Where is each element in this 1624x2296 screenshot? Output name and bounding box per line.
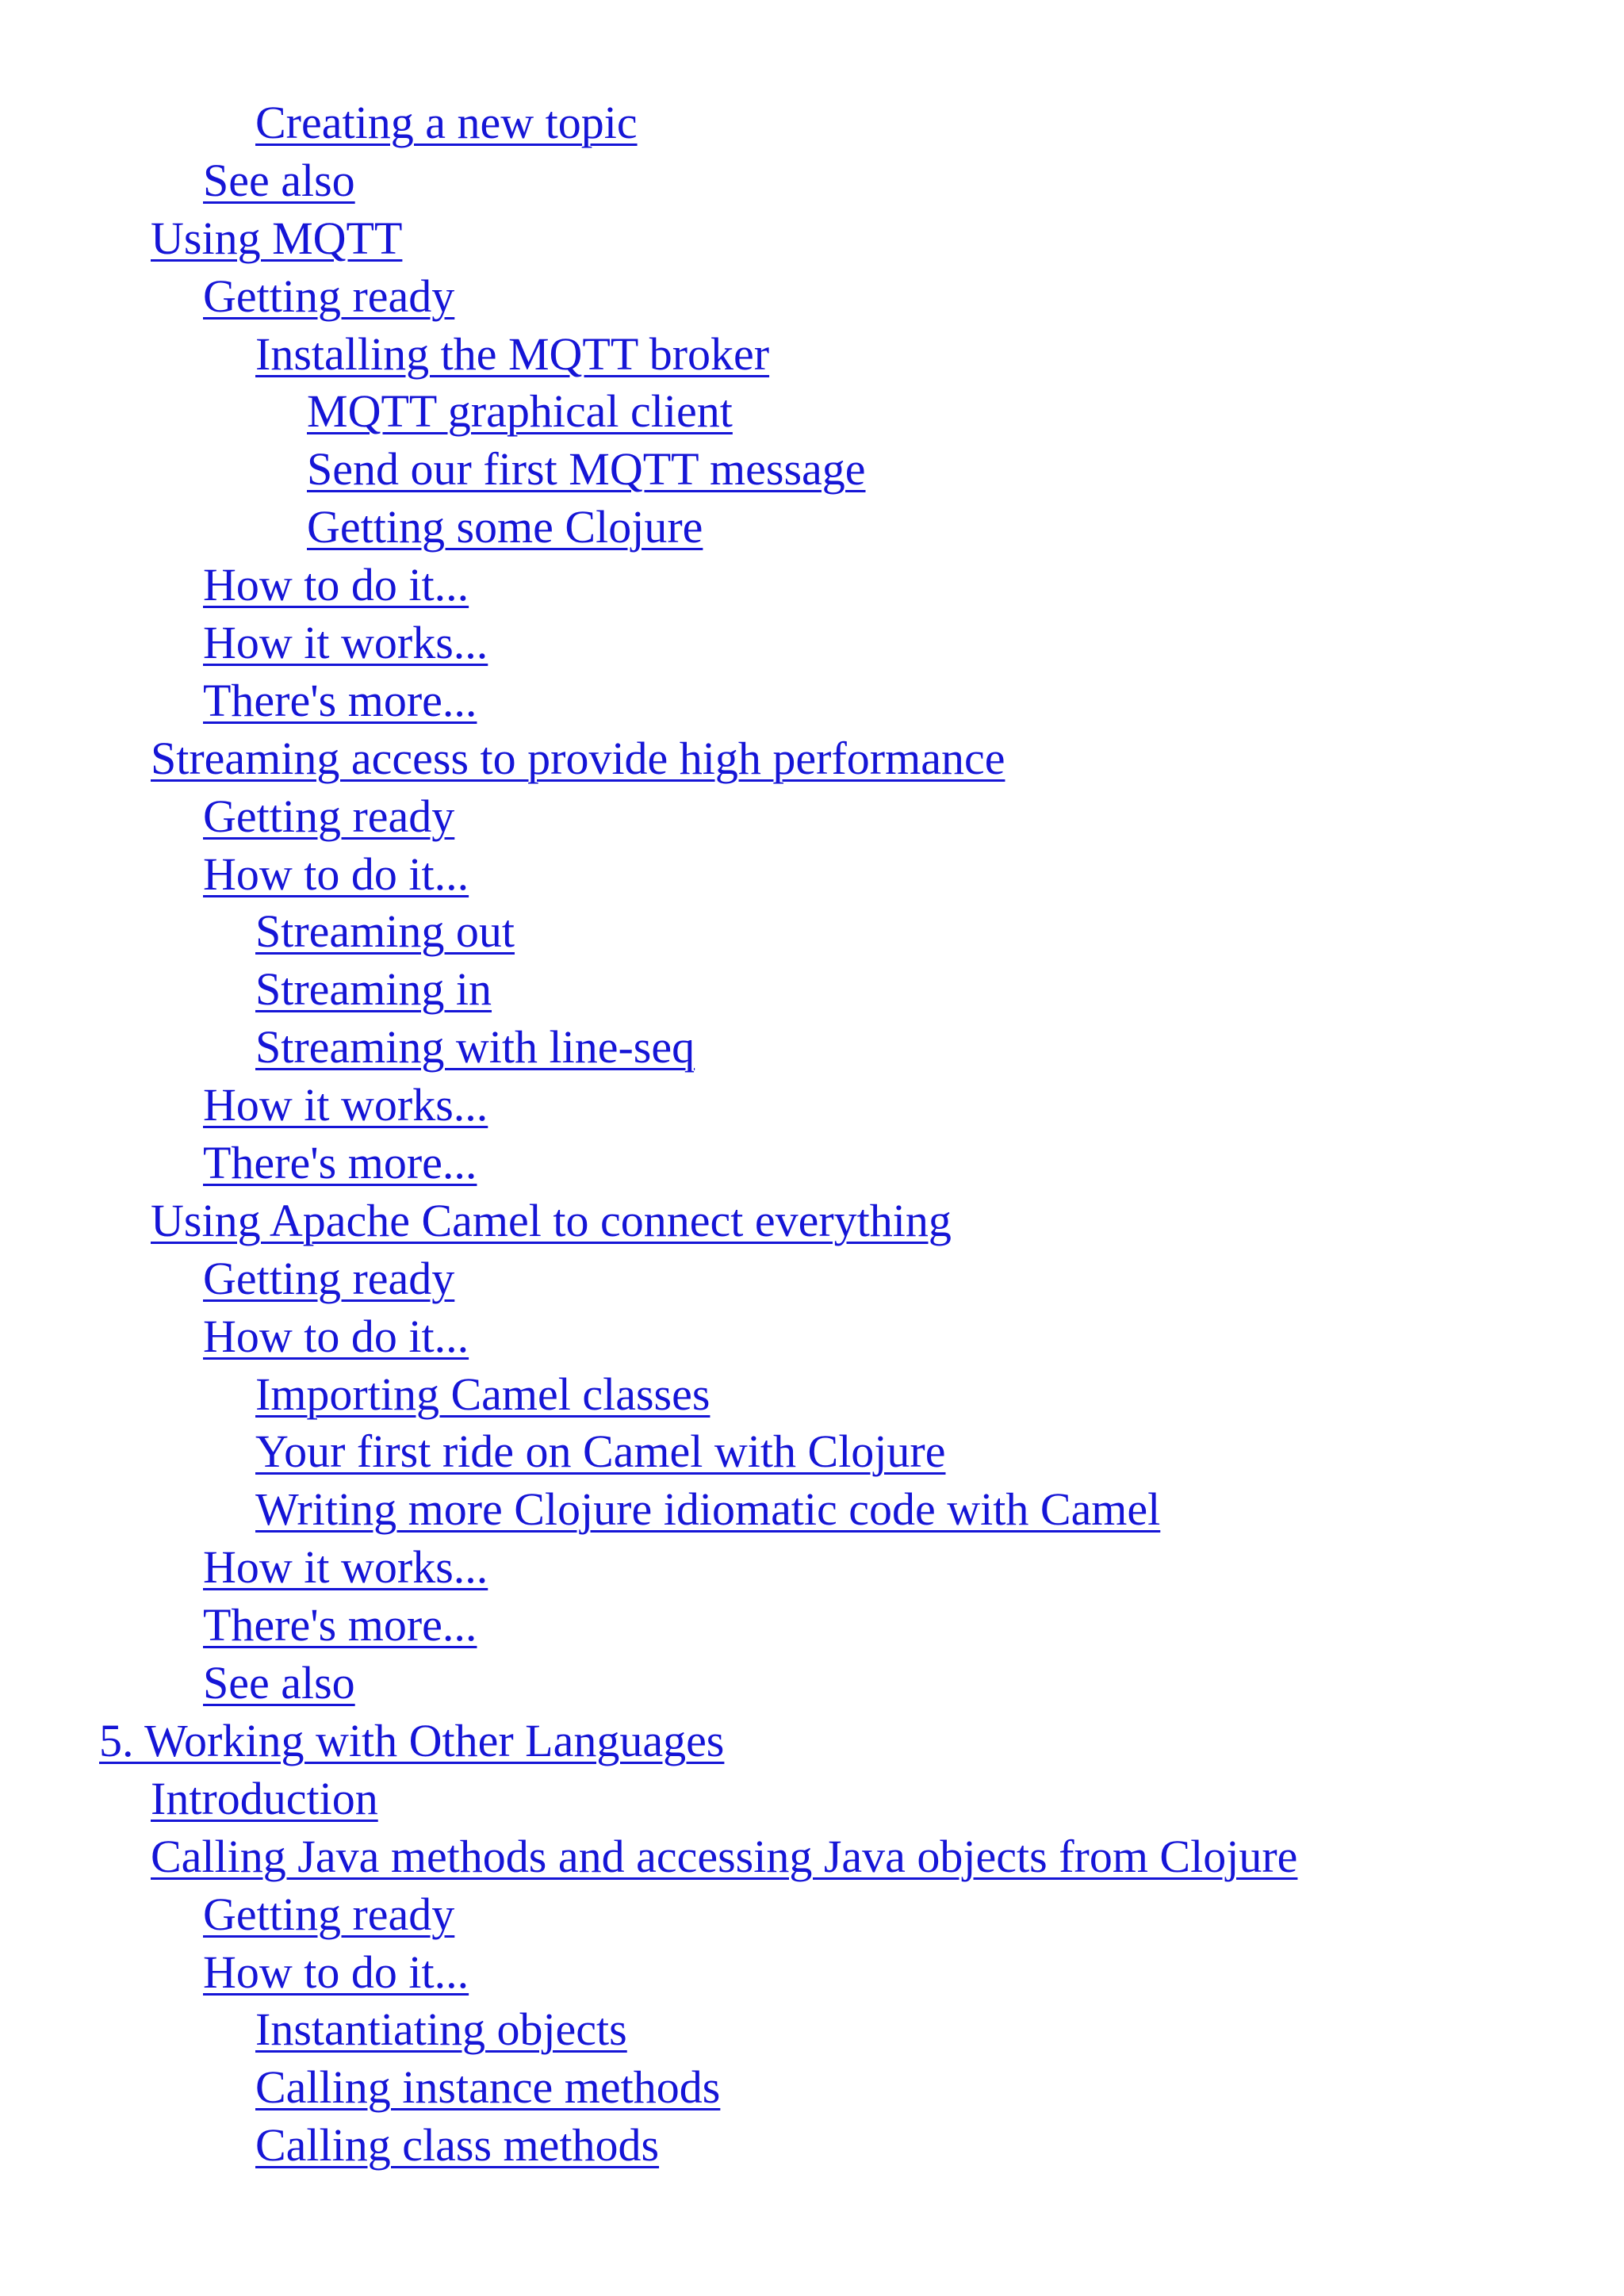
toc-entry (0, 1021, 1624, 1082)
toc-link[interactable]: Send our first MQTT message (307, 443, 866, 496)
toc-entry (0, 270, 1624, 331)
toc-entry (0, 1946, 1624, 2007)
toc-entry (0, 1368, 1624, 1429)
toc-entry (0, 2003, 1624, 2064)
toc-entry (0, 1252, 1624, 1314)
toc-entry (0, 385, 1624, 446)
toc-link[interactable]: There's more... (203, 1599, 477, 1651)
toc-entry (0, 1888, 1624, 1950)
toc-entry (0, 1310, 1624, 1372)
toc-link[interactable]: Writing more Clojure idiomatic code with Camel (255, 1483, 1161, 1536)
toc-link[interactable]: How it works... (203, 617, 488, 669)
toc-link[interactable]: Getting ready (203, 270, 455, 322)
toc-entry (0, 1425, 1624, 1487)
toc-link[interactable]: See also (203, 154, 355, 206)
toc-entry (0, 674, 1624, 736)
toc-entry (0, 963, 1624, 1024)
toc-link[interactable]: Instantiating objects (255, 2003, 627, 2056)
toc-chapter-entry (0, 1714, 1624, 1776)
toc-link[interactable]: Streaming in (255, 963, 492, 1016)
toc-link[interactable]: How to do it... (203, 559, 469, 611)
toc-link[interactable]: How to do it... (203, 1946, 469, 1998)
toc-link[interactable]: Introduction (151, 1772, 378, 1824)
toc-link[interactable]: Calling class methods (255, 2119, 660, 2172)
toc-link[interactable]: How to do it... (203, 848, 469, 900)
toc-link[interactable]: Getting ready (203, 790, 455, 842)
toc-entry (0, 2119, 1624, 2180)
toc-link[interactable]: Getting ready (203, 1252, 455, 1304)
toc-link[interactable]: There's more... (203, 1137, 477, 1189)
toc-entry (0, 790, 1624, 851)
toc-link[interactable]: Installing the MQTT broker (255, 327, 770, 380)
toc-entry (0, 1137, 1624, 1198)
toc-entry (0, 559, 1624, 620)
toc-link[interactable]: See also (203, 1657, 355, 1709)
toc-link[interactable]: Importing Camel classes (255, 1368, 710, 1420)
table-of-contents (0, 97, 1624, 2180)
toc-entry (0, 1599, 1624, 1660)
toc-link[interactable]: Getting ready (203, 1888, 455, 1940)
toc-link[interactable]: Streaming with line-seq (255, 1021, 695, 1073)
toc-entry (0, 97, 1624, 158)
toc-link[interactable]: There's more... (203, 674, 477, 726)
toc-link[interactable]: Streaming out (255, 905, 515, 958)
toc-entry (0, 2061, 1624, 2122)
toc-link[interactable]: Streaming access to provide high performance (151, 732, 1005, 784)
toc-link[interactable]: Getting some Clojure (307, 501, 703, 553)
toc-link[interactable]: How it works... (203, 1541, 488, 1594)
toc-entry (0, 848, 1624, 909)
toc-link[interactable]: How it works... (203, 1079, 488, 1131)
toc-chapter-link[interactable]: 5. Working with Other Languages (99, 1714, 725, 1766)
toc-entry (0, 443, 1624, 504)
toc-entry (0, 732, 1624, 794)
toc-link[interactable]: Calling instance methods (255, 2061, 721, 2114)
toc-entry (0, 905, 1624, 966)
toc-entry (0, 212, 1624, 274)
toc-link[interactable]: Using MQTT (151, 212, 403, 264)
toc-entry (0, 327, 1624, 389)
toc-link[interactable]: How to do it... (203, 1310, 469, 1362)
toc-link[interactable]: Your first ride on Camel with Clojure (255, 1425, 946, 1478)
toc-link[interactable]: Using Apache Camel to connect everything (151, 1194, 952, 1246)
toc-link[interactable]: MQTT graphical client (307, 385, 733, 438)
toc-entry (0, 501, 1624, 562)
toc-entry (0, 617, 1624, 678)
toc-link[interactable]: Calling Java methods and accessing Java objects from Clojure (151, 1830, 1298, 1882)
toc-entry (0, 1830, 1624, 1892)
toc-entry (0, 1483, 1624, 1544)
toc-entry (0, 1541, 1624, 1602)
toc-link[interactable]: Creating a new topic (255, 97, 638, 148)
toc-entry (0, 154, 1624, 216)
toc-entry (0, 1079, 1624, 1140)
toc-entry (0, 1772, 1624, 1834)
toc-entry (0, 1194, 1624, 1256)
toc-entry (0, 1657, 1624, 1718)
